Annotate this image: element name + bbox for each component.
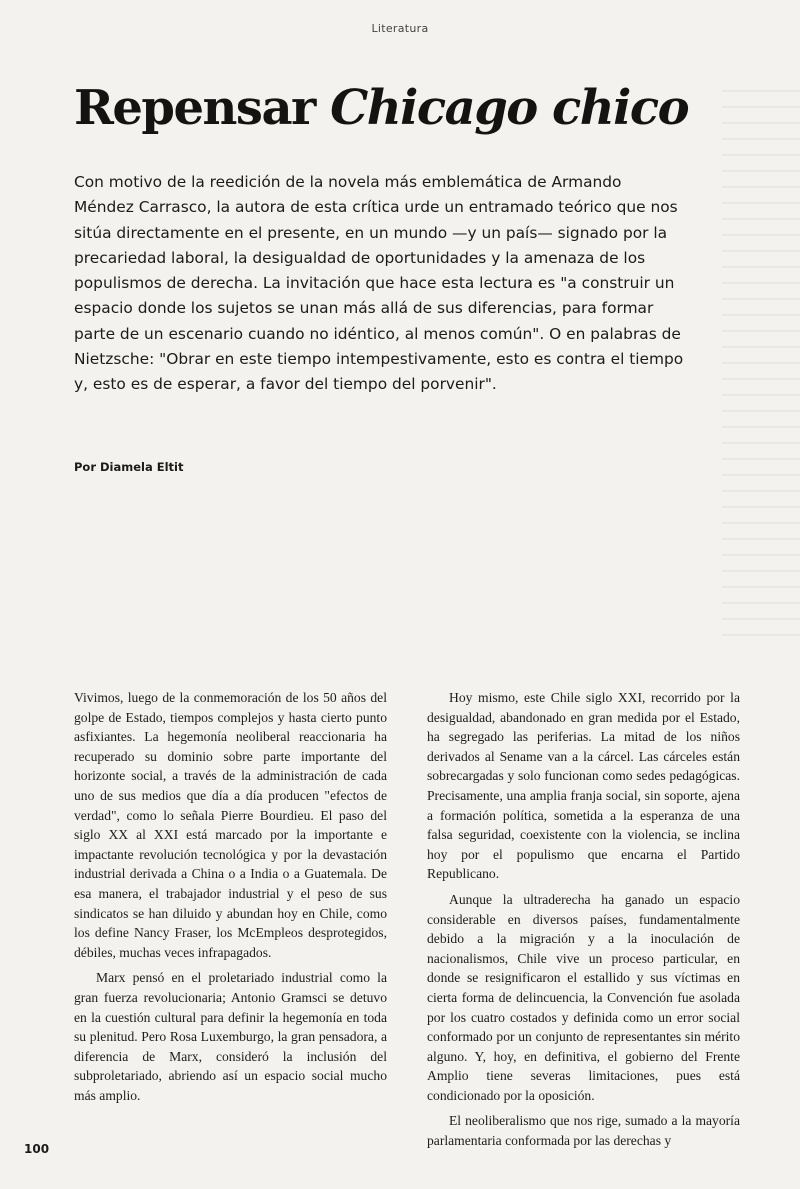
paragraph: Hoy mismo, este Chile siglo XXI, recorrido por la desigualdad, abandonado en gran medida por el Estado, ha segregado las periferias. La mitad de los niños derivados al Sename van a la cárcel. Las cárceles están sobrecargadas y solo funcionan como sedes pedagógicas. Precisamente, una amplia franja social, sin soporte, ajena a formación política, sometida a la esperanza de una falsa seguridad, coexistente con la violencia, se inclina hoy por el populismo que encarna el Partido Republicano. — [427, 690, 740, 882]
paragraph: Marx pensó en el proletariado industrial como la gran fuerza revolucionaria; Antonio Gramsci se detuvo en la cuestión cultural para definir la hegemonía en toda su plenitud. Pero Rosa Luxemburgo, la gran pensadora, a diferencia de Marx, consideró la inclusión del subproletariado, abriendo así un espacio social mucho más amplio. — [74, 970, 387, 1103]
paragraph: Vivimos, luego de la conmemoración de los 50 años del golpe de Estado, tiempos complejos y hasta cierto punto asfixiantes. La hegemonía neoliberal reaccionaria ha recuperado su dominio sobre parte importante del horizonte social, a través de la administración de cada uno de sus medios que día a día producen "efectos de verdad", como lo señala Pierre Bourdieu. El paso del siglo XX al XXI está marcado por la importante e impactante revolución tecnológica y por la devastación industrial derivada a China o a India o a Guatemala. De esa manera, el trabajador industrial y el peso de sus sindicatos se han diluido y abundan hoy en Chile, como los define Nancy Fraser, los McEmpleos desprotegidos, débiles, muchas veces infrapagados. — [74, 690, 387, 960]
title-italic: Chicago chico — [330, 80, 689, 136]
article-lede: Con motivo de la reedición de la novela más emblemática de Armando Méndez Carrasco, la autora de esta crítica urde un entramado teórico que nos sitúa directamente en el presente, en un mundo —y un país— signado por la precariedad laboral, la desigualdad de oportunidades y la amenaza de los populismos de derecha. La invitación que hace esta lectura es "a construir un espacio donde los sujetos se unan más allá de sus diferencias, para formar parte de un escenario cuando no idéntico, al menos común". O en palabras de Nietzsche: "Obrar en este tiempo intempestivamente, esto es contra el tiempo y, esto es de esperar, a favor del tiempo del porvenir". — [74, 173, 684, 394]
article-title — [74, 80, 688, 136]
body-column-left — [74, 688, 387, 1105]
facing-page-bleed — [722, 90, 800, 650]
body-column-right — [427, 688, 740, 1151]
byline: Por Diamela Eltit — [74, 460, 184, 474]
paragraph: El neoliberalismo que nos rige, sumado a la mayoría parlamentaria conformada por las derechas y — [427, 1113, 740, 1149]
section-label: Literatura — [371, 22, 429, 35]
paragraph: Aunque la ultraderecha ha ganado un espacio considerable en diversos países, fundamentalmente debido a la migración y a la inoculación de nacionalismos, Chile vive un proceso particular, en donde se resignificaron el estallido y sus víctimas en cierta forma de delincuencia, la Convención fue asolada por los cuatro costados y definida como un error social conformado por un conjunto de representantes sin mérito alguno. Y, hoy, en definitiva, el gobierno del Frente Amplio tiene severas limitaciones, pues está condicionado por la oposición. — [427, 891, 740, 1103]
title-plain: Repensar — [74, 80, 315, 136]
page-number: 100 — [24, 1142, 50, 1156]
